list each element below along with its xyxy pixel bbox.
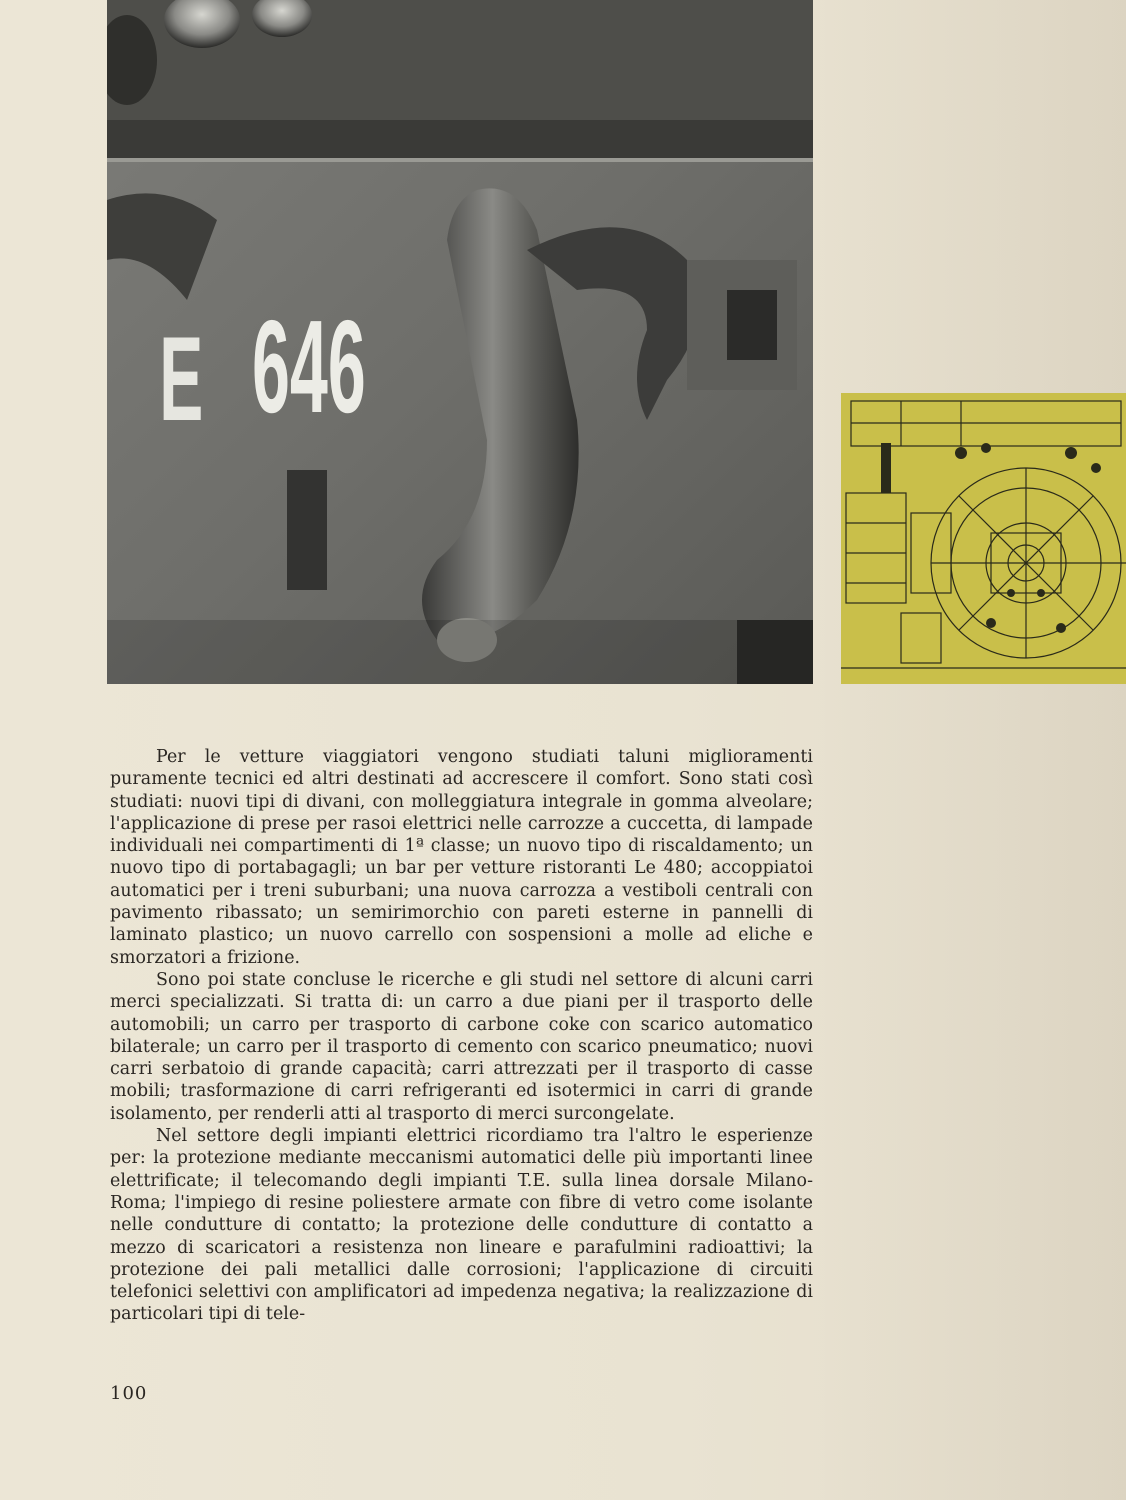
locomotive-photo <box>107 0 813 684</box>
plate-letter: E <box>159 310 204 447</box>
paragraph-passenger-cars: Per le vetture viaggiatori vengono studiati taluni miglioramenti puramente tecnici ed altri destinati ad accrescere il comfort. Sono stati così studiati: nuovi tipi di divani, con molleggiatura integrale in gomma alveolare; l'applicazione di prese per rasoi elettrici nelle carrozze a cuccetta, di lampade individuali nei compartimenti di 1ª classe; un nuovo tipo di riscaldamento; un nuovo tipo di portabagagli; un bar per vetture ristoranti Le 480; accoppiatoi automatici per i treni suburbani; una nuova carrozza a vestiboli centrali con pavimento ribassato; un semirimorchio con pareti esterne in pannelli di laminato plastico; un nuovo carrello con sospensioni a molle ad eliche e smorzatori a frizione. <box>110 747 813 968</box>
page-edge-shadow <box>815 0 1126 1500</box>
page-number: 100 <box>110 1383 148 1404</box>
bogie-diagram <box>841 393 1126 684</box>
paragraph-electrical-systems: Nel settore degli impianti elettrici ricordiamo tra l'altro le esperienze per: la protezione mediante meccanismi automatici delle più importanti linee elettrificate; il telecomando degli impianti T.E. sulla linea dorsale Milano-Roma; l'impiego di resine poliestere armate con fibre di vetro come isolante nelle condutture di contatto; la protezione delle condutture di contatto a mezzo di scaricatori a resistenza non lineare e parafulmini radioattivi; la protezione dei pali metallici dalle corrosioni; l'applicazione di circuiti telefonici selettivi con amplificatori ad impedenza negativa; la realizzazione di particolari tipi di tele- <box>110 1126 813 1325</box>
paragraph-freight-cars: Sono poi state concluse le ricerche e gli studi nel settore di alcuni carri merci specializzati. Si tratta di: un carro a due piani per il trasporto delle automobili; un carro per trasporto di carbone coke con scarico automatico bilaterale; un carro per il trasporto di cemento con scarico pneumatico; nuovi carri serbatoio di grande capacità; carri attrezzati per il trasporto di casse mobili; trasformazione di carri refrigeranti ed isotermici in carri di grande isolamento, per renderli atti al trasporto di merci surcongelate. <box>110 969 813 1124</box>
plate-digits: 646 <box>252 293 366 441</box>
article-body <box>110 746 813 1326</box>
